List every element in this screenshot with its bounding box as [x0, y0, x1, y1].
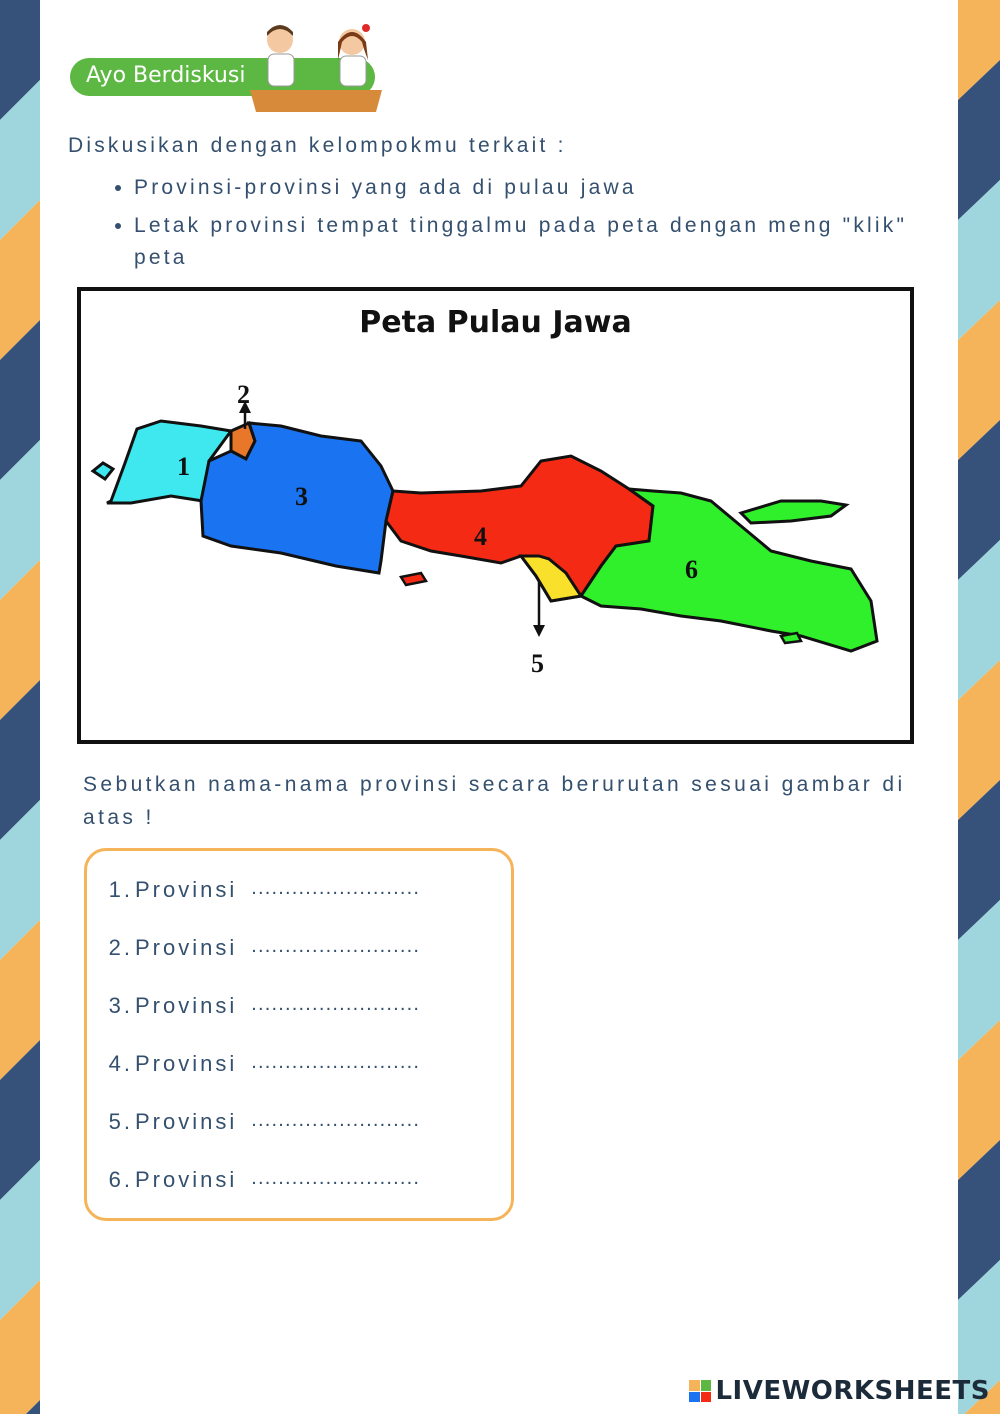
answer-label: Provinsi [135, 993, 238, 1018]
answer-blank[interactable]: ......................... [251, 993, 421, 1015]
answer-label: Provinsi [135, 1167, 238, 1192]
intro-bullet: • Letak provinsi tempat tinggalmu pada peta dengan meng "klik" peta [134, 210, 948, 274]
answer-number: 3. [108, 993, 133, 1018]
map-label-1: 1 [177, 452, 190, 481]
intro-lead: Diskusikan dengan kelompokmu terkait : [68, 134, 567, 157]
ayo-berdiskusi-badge [70, 20, 390, 120]
map-label-4: 4 [474, 522, 487, 551]
map-islet-south-red [401, 573, 426, 585]
liveworksheets-footer[interactable] [689, 1376, 990, 1406]
answer-item [101, 1167, 420, 1225]
answer-blank[interactable]: ......................... [251, 1109, 421, 1131]
answer-number: 6. [108, 1167, 133, 1192]
map-label-5: 5 [531, 649, 544, 678]
answer-blank[interactable]: ......................... [251, 1051, 421, 1073]
answer-item [101, 1051, 420, 1109]
arrow-5-head [533, 625, 545, 637]
liveworksheets-logo-icon [689, 1380, 711, 1402]
intro-bullet-list [68, 172, 948, 274]
right-stripe-border [958, 0, 1000, 1414]
java-map[interactable] [77, 287, 914, 744]
answer-number: 2. [108, 935, 133, 960]
map-label-2: 2 [237, 380, 250, 409]
answer-label: Provinsi [135, 1051, 238, 1076]
answer-number: 1. [108, 877, 133, 902]
answer-item [101, 1109, 420, 1167]
map-title: Peta Pulau Jawa [359, 305, 632, 340]
answer-label: Provinsi [135, 1109, 238, 1134]
question-text: Sebutkan nama-nama provinsi secara berurutan sesuai gambar di atas ! [83, 773, 906, 829]
map-island-madura [741, 501, 846, 523]
map-islet-south-green [781, 633, 801, 643]
answer-box [84, 848, 514, 1221]
answer-item [101, 993, 420, 1051]
intro-instructions [68, 134, 948, 280]
badge-label: Ayo Berdiskusi [86, 63, 246, 88]
answer-label: Provinsi [135, 877, 238, 902]
answer-list [101, 877, 420, 1225]
liveworksheets-brand: LIVEWORKSHEETS [715, 1376, 990, 1406]
answer-number: 4. [108, 1051, 133, 1076]
answer-blank[interactable]: ......................... [251, 1167, 421, 1189]
answer-item [101, 877, 420, 935]
map-label-6: 6 [685, 555, 698, 584]
answer-item [101, 935, 420, 993]
answer-number: 5. [108, 1109, 133, 1134]
answer-label: Provinsi [135, 935, 238, 960]
answer-blank[interactable]: ......................... [251, 935, 421, 957]
map-label-3: 3 [295, 482, 308, 511]
java-map-svg[interactable] [81, 291, 910, 740]
answer-blank[interactable]: ......................... [251, 877, 421, 899]
intro-bullet: • Provinsi-provinsi yang ada di pulau jawa [134, 172, 948, 204]
left-stripe-border [0, 0, 40, 1414]
map-islet-west [93, 463, 113, 479]
